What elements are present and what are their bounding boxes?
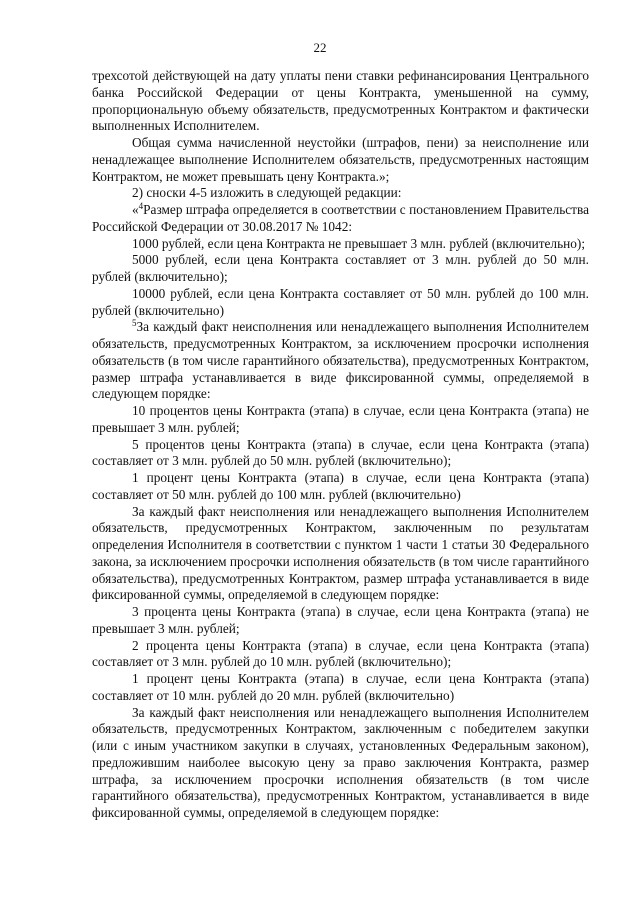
quote-mark: « [132,202,139,217]
paragraph: 1000 рублей, если цена Контракта не превышает 3 млн. рублей (включительно); [132,235,586,251]
paragraph: 1 процент цены Контракта (этапа) в случае, если цена Контракта (этапа) составляет от 50 млн. рублей до 100 млн. рублей (включительно) [92,470,589,502]
footnote-marker-4: 4 [138,201,144,211]
page-number: 22 [313,40,327,55]
paragraph: 5000 рублей, если цена Контракта составляет от 3 млн. рублей до 50 млн. рублей (включительно); [92,252,589,284]
paragraph: 1 процент цены Контракта (этапа) в случае, если цена Контракта (этапа) составляет от 10 млн. рублей до 20 млн. рублей (включительно) [92,671,589,703]
paragraph: 2) сноски 4-5 изложить в следующей редакции: [132,185,402,201]
document-body [92,68,589,822]
paragraph: 10 процентов цены Контракта (этапа) в случае, если цена Контракта (этапа) не превышает 3 млн. рублей; [92,403,589,435]
paragraph: За каждый факт неисполнения или ненадлежащего выполнения Исполнителем обязательств, предусмотренных Контрактом, заключенным по результатам определения Исполнителя в соответствии с пунктом 1 части 1 статьи 30 Федерального закона, за исключением просрочки исполнения обязательств (в том числе гарантийного обязательства), предусмотренных Контрактом, размер штрафа устанавливается в виде фиксированной суммы, определяемой в следующем порядке: [92,503,589,603]
paragraph-text: Размер штрафа определяется в соответствии с постановлением Правительства Российской Федерации от 30.08.2017 № 1042: [92,202,589,234]
paragraph: 10000 рублей, если цена Контракта составляет от 50 млн. рублей до 100 млн. рублей (включительно) [92,285,589,318]
footnote-5-paragraph [92,319,589,403]
paragraph-text: За каждый факт неисполнения или ненадлежащего выполнения Исполнителем обязательств, предусмотренных Контрактом, за исключением просрочки исполнения обязательств (в том числе гарантийного обязательства), предусмотренных Контрактом, размер штрафа устанавливается в виде фиксированной суммы, определяемой в следующем порядке: [92,319,589,402]
footnote-marker-5: 5 [132,318,137,329]
paragraph: 3 процента цены Контракта (этапа) в случае, если цена Контракта (этапа) не превышает 3 млн. рублей; [92,604,589,636]
paragraph: трехсотой действующей на дату уплаты пени ставки рефинансирования Центрального банка Российской Федерации от цены Контракта, уменьшенной на сумму, пропорциональную объему обязательств, предусмотренных Контрактом и фактически выполненных Исполнителем. [92,68,589,134]
paragraph: За каждый факт неисполнения или ненадлежащего выполнения Исполнителем обязательств, предусмотренных Контрактом, заключенным с победителем закупки (или с иным участником закупки в случаях, установленных Федеральным законом), предложившим наиболее высокую цену за право заключения Контракта, размер штрафа, за исключением просрочки исполнения обязательств (в том числе гарантийного обязательства), предусмотренных Контрактом, устанавливается в виде фиксированной суммы, определяемой в следующем порядке: [92,704,589,820]
paragraph: 2 процента цены Контракта (этапа) в случае, если цена Контракта (этапа) составляет от 3 млн. рублей до 10 млн. рублей (включительно); [92,637,589,670]
paragraph: Общая сумма начисленной неустойки (штрафов, пени) за неисполнение или ненадлежащее выполнение Исполнителем обязательств, предусмотренных настоящим Контрактом, не может превышать цену Контракта.»; [92,135,589,184]
footnote-4-paragraph [92,202,589,236]
paragraph: 5 процентов цены Контракта (этапа) в случае, если цена Контракта (этапа) составляет от 3 млн. рублей до 50 млн. рублей (включительно); [92,436,589,469]
